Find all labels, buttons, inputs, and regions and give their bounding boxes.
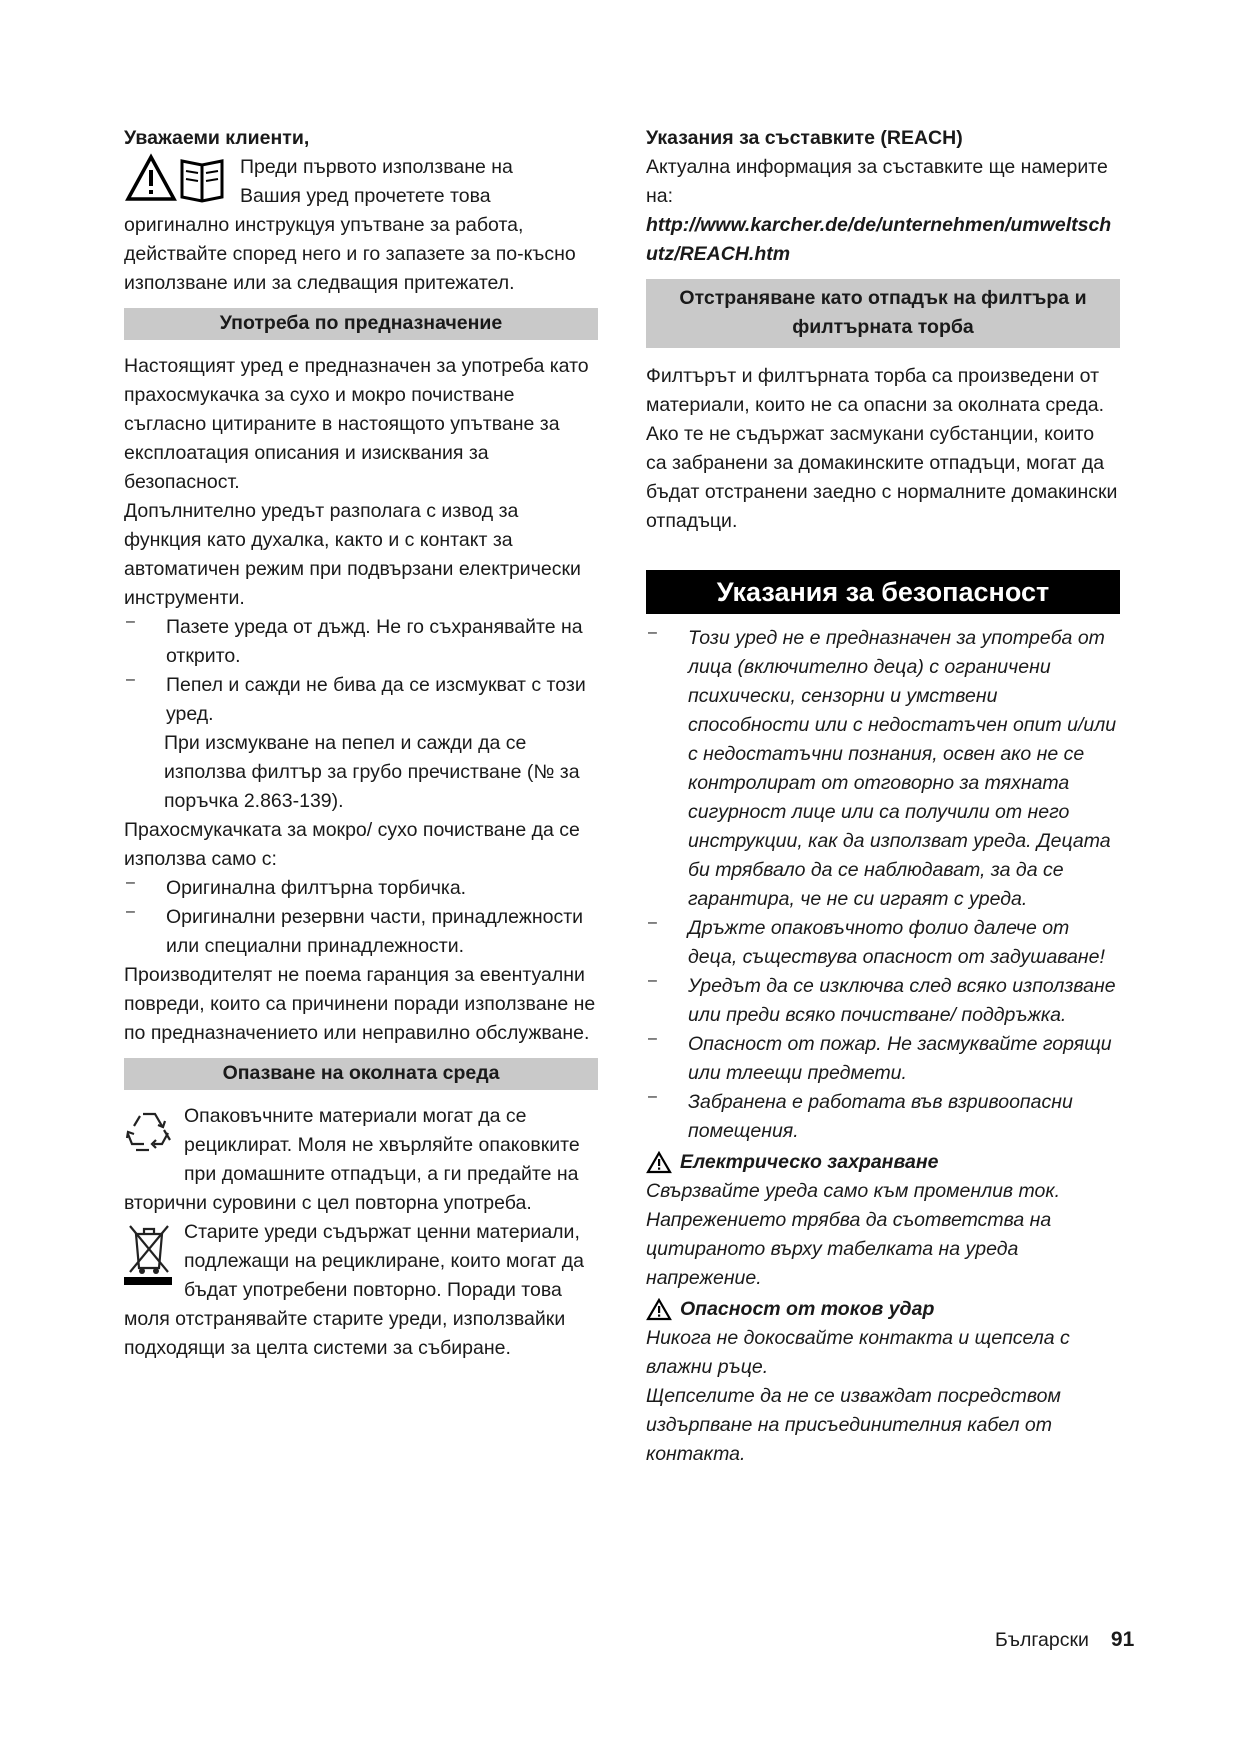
recycle-icon [124,1108,174,1161]
section-header-safety: Указания за безопасност [646,570,1120,614]
warning-triangle-icon [646,1298,672,1321]
list-item: – Пазете уреда от дъжд. Не го съхранявайте на открито. [124,613,598,671]
list-item: – Оригинални резервни части, принадлежности или специални принадлежности. [124,903,598,961]
weee-paragraph: Старите уреди съдържат ценни материали, подлежащи на рециклиране, които могат да бъдат употребени повторно. Поради това моля отстранявайте старите уреди, използвайки подходящи за целта системи за събиране. [124,1221,584,1359]
list-item: – Този уред не е предназначен за употреба от лица (включително деца) с ограничени психически, сензорни и умствени способности или с недостатъчен опит и/или с недостатъчни познания, освен ако не се контролират от отговорно за тяхната сигурност лице или са получили от него инструкции, как да използват уреда. Децата би трябвало да се наблюдават, за да се гарантира, че не си играят с уреда. [646,624,1120,914]
reach-title: Указания за съставките (REACH) [646,127,963,149]
list-item-text: Уредът да се изключва след всяко използване или преди всяко почистване/ поддръжка. [688,975,1116,1026]
recycling-paragraph: Опаковъчните материали могат да се рециклират. Моля не хвърляйте опаковките при домашните отпадъци, а ги предайте на вторични суровини с цел повторна употреба. [124,1105,580,1214]
shock-text-2: Щепселите да не се изваждат посредством издърпване на присъединителния кабел от контакта. [646,1385,1061,1465]
weee-block [124,1218,598,1363]
list-item: – Оригинална филтърна торбичка. [124,874,598,903]
crossed-bin-icon [124,1222,174,1291]
list-item: – Пепел и сажди не бива да се изсмукват с този уред. [124,671,598,729]
reach-link[interactable]: http://www.karcher.de/de/unternehmen/umweltschutz/REACH.htm [646,214,1112,265]
power-text: Свързвайте уреда само към променлив ток. Напрежението трябва да съответства на цитираното върху табелката на уреда напрежение. [646,1180,1061,1289]
greeting: Уважаеми клиенти, [124,127,310,149]
page-footer [995,1628,1134,1652]
list-item-text: Оригинална филтърна торбичка. [166,877,467,899]
list-item: – Дръжте опаковъчното фолио далече от деца, съществува опасност от задушаване! [646,914,1120,972]
power-title: Електрическо захранване [680,1151,939,1173]
shock-title: Опасност от токов удар [680,1298,935,1320]
list-item-text: Дръжте опаковъчното фолио далече от деца, съществува опасност от задушаване! [688,917,1105,968]
footer-language: Български [995,1629,1089,1651]
warranty-paragraph: Производителят не поема гаранция за евентуални повреди, които са причинени поради използване не по предназначението или неправилно обслужване. [124,964,596,1044]
list-item-text: Пазете уреда от дъжд. Не го съхранявайте на открито. [166,616,583,667]
list-item: – Уредът да се изключва след всяко използване или преди всяко почистване/ поддръжка. [646,972,1120,1030]
warning-triangle-icon [646,1151,672,1174]
shock-text-1: Никога не докосвайте контакта и щепсела с влажни ръце. [646,1327,1070,1378]
list-item-text: Този уред не е предназначен за употреба от лица (включително деца) с ограничени психически, сензорни и умствени способности или с недостатъчен опит и/или с недостатъчни познания, освен ако не се контролират от отговорно за тяхната сигурност лице или са получили от него инструкции, как да използват уреда. Децата би трябвало да се наблюдават, за да се гарантира, че не си играят с уреда. [688,627,1117,910]
intro-block [124,153,598,211]
list-item-text: Опасност от пожар. Не засмуквайте горящи или тлеещи предмети. [688,1033,1112,1084]
left-column [124,124,598,1363]
warning-read-manual-icon [124,153,230,208]
intro-text: оригинално инструкцуя упътване за работа, действайте според него и го запазете за по-късно използване или за следващия притежател. [124,214,576,294]
section-header-filter-disposal: Отстраняване като отпадък на филтъра и филтърната торба [646,279,1120,348]
shock-heading [646,1295,1120,1324]
reach-text: Актуална информация за съставките ще намерите на: [646,156,1108,207]
section-header-environment: Опазване на околната среда [124,1058,598,1090]
intended-use-paragraph-2: Допълнително уредът разполага с извод за функция като духалка, както и с контакт за автоматичен режим при подвързани електрически инструменти. [124,500,581,609]
intro-line-1: Преди първото използване на [240,156,513,178]
filter-paragraph-2: Ако те не съдържат засмукани субстанции, които са забранени за домакинските отпадъци, могат да бъдат отстранени заедно с нормалните домакински отпадъци. [646,423,1118,532]
list-item-text: Забранена е работата във взривоопасни помещения. [688,1091,1073,1142]
recycling-block [124,1102,598,1218]
list-item: – Забранена е работата във взривоопасни помещения. [646,1088,1120,1146]
intro-line-2: Вашия уред прочетете това [240,185,491,207]
page-number: 91 [1110,1628,1135,1651]
list-note: При изсмукване на пепел и сажди да се използва филтър за грубо пречистване (№ за поръчка 2.863-139). [164,732,580,812]
intended-use-paragraph-3: Прахосмукачката за мокро/ сухо почистване да се използва само с: [124,819,580,870]
list-item: – Опасност от пожар. Не засмуквайте горящи или тлеещи предмети. [646,1030,1120,1088]
right-column [646,124,1120,1469]
section-header-intended-use: Употреба по предназначение [124,308,598,340]
intended-use-paragraph-1: Настоящият уред е предназначен за употреба като прахосмукачка за сухо и мокро почистване съгласно цитираните в настоящото упътване за експлоатация описания и изисквания за безопасност. [124,355,589,493]
filter-paragraph-1: Филтърът и филтърната торба са произведени от материали, които не са опасни за околната среда. [646,365,1105,416]
power-heading [646,1148,1120,1177]
list-item-text: Пепел и сажди не бива да се изсмукват с този уред. [166,674,586,725]
list-item-text: Оригинални резервни части, принадлежности или специални принадлежности. [166,906,584,957]
